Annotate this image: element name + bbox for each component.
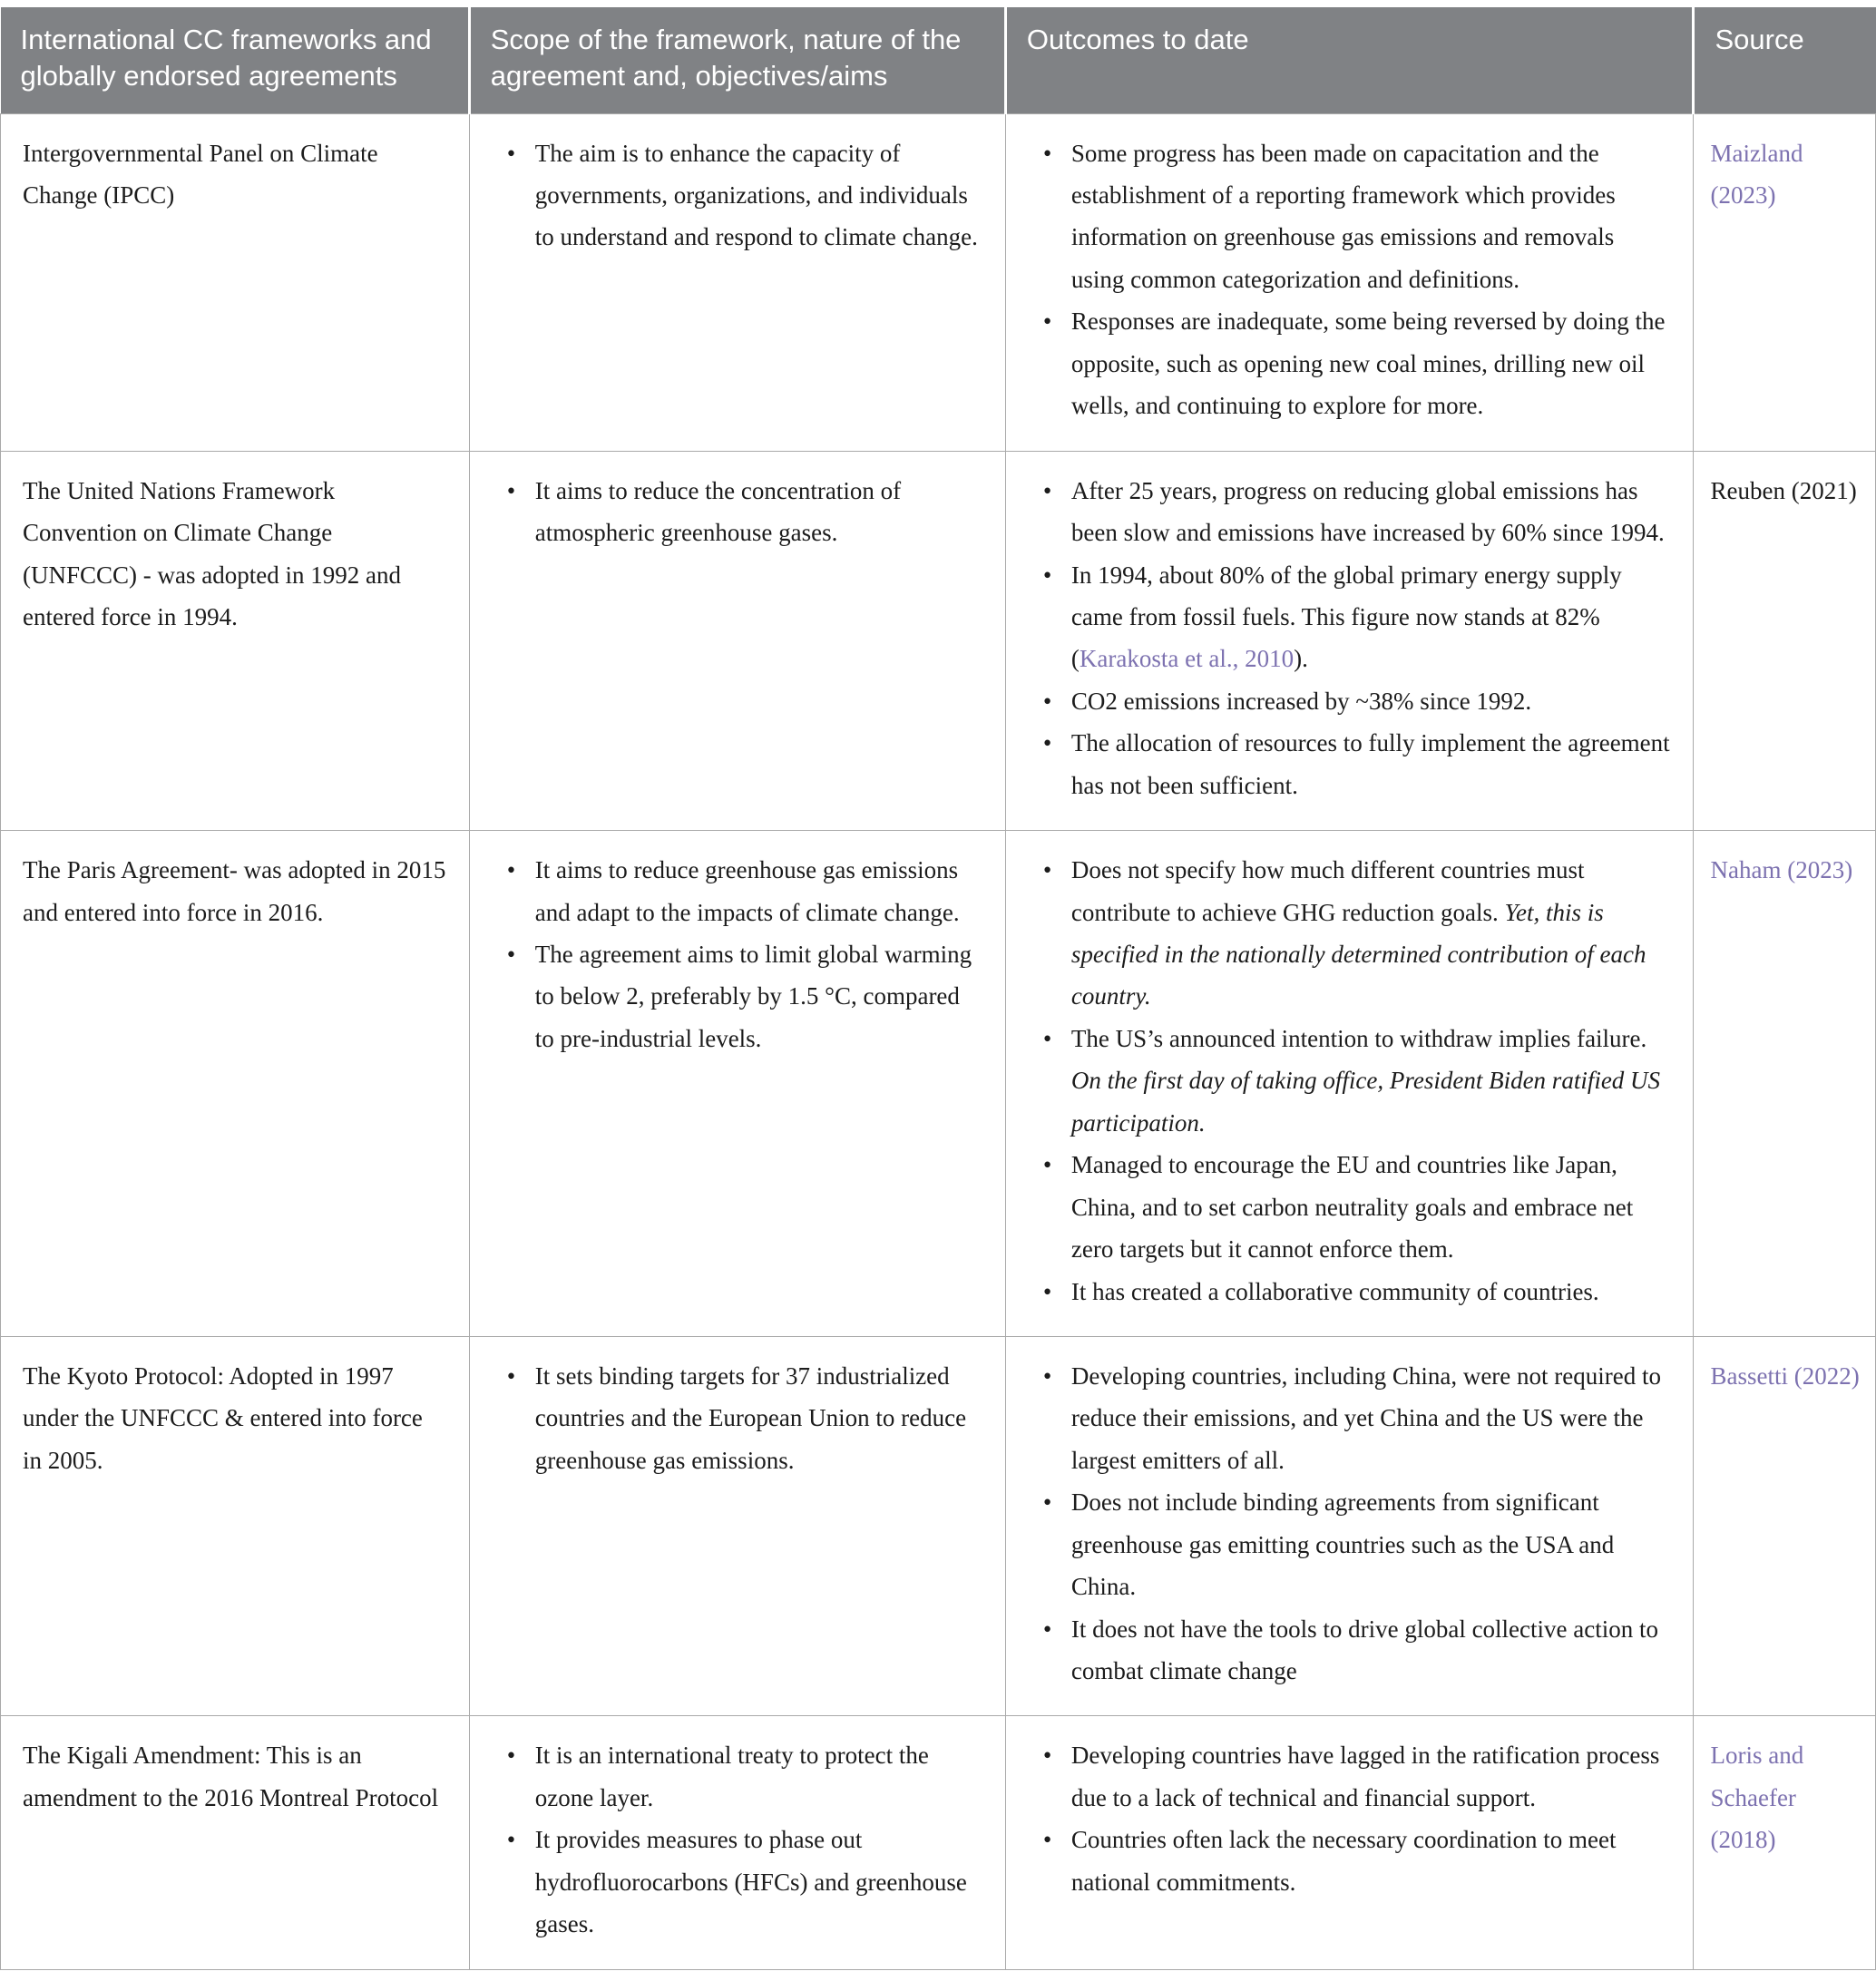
source-link-bassetti[interactable]: Bassetti (2022) <box>1710 1361 1860 1390</box>
outcome-bullet: • Some progress has been made on capacitation and the establishment of a reporting framework which provides information on greenhouse gas emissions and removals using common categorization and definitions. <box>1041 132 1672 301</box>
scope-bullet: • It aims to reduce greenhouse gas emissions and adapt to the impacts of climate change. <box>504 849 983 933</box>
framework-cell: The United Nations Framework Convention on Climate Change (UNFCCC) - was adopted in 1992 and entered force in 1994. <box>1 451 470 831</box>
inline-citation-link-karakosta[interactable]: Karakosta et al., 2010 <box>1079 645 1295 673</box>
outcome-text-italic: Yet, this is specified in the nationally determined contribution of each country. <box>1070 898 1646 1010</box>
header-row <box>1 7 1876 113</box>
col-header-source: Source <box>1694 7 1876 113</box>
framework-cell: Intergovernmental Panel on Climate Change (IPCC) <box>1 113 470 451</box>
scope-bullet: • The agreement aims to limit global warming to below 2, preferably by 1.5 °C, compared to pre-industrial levels. <box>504 933 983 1059</box>
scope-bullet: • It aims to reduce the concentration of atmospheric greenhouse gases. <box>504 470 983 554</box>
outcomes-bullet-list <box>1041 470 1672 807</box>
outcome-bullet: • After 25 years, progress on reducing global emissions has been slow and emissions have increased by 60% since 1994. <box>1041 470 1672 554</box>
source-text-reuben: Reuben (2021) <box>1710 476 1857 504</box>
col-header-frameworks: International CC frameworks and globally endorsed agreements <box>1 7 470 113</box>
scope-bullet: • It is an international treaty to protect the ozone layer. <box>504 1734 983 1819</box>
col-header-scope: Scope of the framework, nature of the agreement and, objectives/aims <box>469 7 1005 113</box>
col-header-outcomes: Outcomes to date <box>1005 7 1694 113</box>
table-row-kyoto-protocol <box>1 1336 1876 1716</box>
source-link-naham[interactable]: Naham (2023) <box>1710 856 1853 884</box>
table-row-unfccc <box>1 451 1876 831</box>
outcomes-cell <box>1005 113 1694 451</box>
source-cell <box>1694 1716 1876 1969</box>
table-row-paris-agreement <box>1 831 1876 1337</box>
outcomes-cell <box>1005 831 1694 1337</box>
scope-bullet-list <box>504 1355 983 1481</box>
scope-bullet-list <box>504 470 983 554</box>
source-cell <box>1694 831 1876 1337</box>
outcomes-cell <box>1005 451 1694 831</box>
scope-bullet-list <box>504 1734 983 1945</box>
outcome-bullet <box>1041 849 1672 1018</box>
outcome-text-italic: On the first day of taking office, President Biden ratified US participation. <box>1070 1067 1661 1137</box>
outcome-text: ). <box>1294 645 1308 673</box>
outcome-bullet: • CO2 emissions increased by ~38% since 1992. <box>1041 680 1672 722</box>
source-cell <box>1694 113 1876 451</box>
source-link-loris-schaefer[interactable]: Loris and Schaefer (2018) <box>1710 1742 1804 1854</box>
outcomes-cell <box>1005 1716 1694 1969</box>
outcome-text: Does not specify how much different countries must contribute to achieve GHG reduction goals. <box>1070 856 1585 926</box>
source-cell <box>1694 451 1876 831</box>
outcome-text: The US’s announced intention to withdraw implies failure. <box>1070 1024 1647 1052</box>
outcomes-bullet-list <box>1041 849 1672 1313</box>
scope-bullet: • The aim is to enhance the capacity of governments, organizations, and individuals to understand and respond to climate change. <box>504 132 983 259</box>
outcome-bullet: • Countries often lack the necessary coordination to meet national commitments. <box>1041 1819 1672 1903</box>
scope-bullet: • It provides measures to phase out hydrofluorocarbons (HFCs) and greenhouse gases. <box>504 1819 983 1945</box>
scope-cell <box>469 451 1005 831</box>
outcome-bullet: • Developing countries have lagged in the ratification process due to a lack of technical and financial support. <box>1041 1734 1672 1819</box>
outcome-bullet: • It does not have the tools to drive global collective action to combat climate change <box>1041 1608 1672 1693</box>
outcome-bullet: • Does not include binding agreements from significant greenhouse gas emitting countries such as the USA and China. <box>1041 1481 1672 1607</box>
scope-bullet: • It sets binding targets for 37 industrialized countries and the European Union to reduce greenhouse gas emissions. <box>504 1355 983 1481</box>
outcome-bullet <box>1041 1018 1672 1144</box>
table-row-kigali-amendment <box>1 1716 1876 1969</box>
scope-cell <box>469 1336 1005 1716</box>
outcome-bullet: • It has created a collaborative community of countries. <box>1041 1271 1672 1313</box>
scope-cell <box>469 113 1005 451</box>
scope-bullet-list <box>504 849 983 1059</box>
scope-cell <box>469 831 1005 1337</box>
scope-cell <box>469 1716 1005 1969</box>
climate-frameworks-table <box>0 7 1876 1970</box>
outcomes-cell <box>1005 1336 1694 1716</box>
source-cell <box>1694 1336 1876 1716</box>
framework-cell: The Paris Agreement- was adopted in 2015 and entered into force in 2016. <box>1 831 470 1337</box>
scope-bullet-list <box>504 132 983 259</box>
outcome-bullet: • Responses are inadequate, some being reversed by doing the opposite, such as opening new coal mines, drilling new oil wells, and continuing to explore for more. <box>1041 300 1672 426</box>
source-link-maizland[interactable]: Maizland (2023) <box>1710 139 1803 210</box>
outcome-bullet: • Developing countries, including China, were not required to reduce their emissions, and yet China and the US were the largest emitters of all. <box>1041 1355 1672 1481</box>
outcomes-bullet-list <box>1041 1734 1672 1903</box>
outcome-text: In 1994, about 80% of the global primary energy supply came from fossil fuels. This figure now stands at 82% ( <box>1070 561 1622 673</box>
outcomes-bullet-list <box>1041 1355 1672 1693</box>
outcome-bullet <box>1041 554 1672 680</box>
table-row-ipcc <box>1 113 1876 451</box>
framework-cell: The Kigali Amendment: This is an amendment to the 2016 Montreal Protocol <box>1 1716 470 1969</box>
outcome-bullet: • Managed to encourage the EU and countries like Japan, China, and to set carbon neutrality goals and embrace net zero targets but it cannot enforce them. <box>1041 1144 1672 1270</box>
outcomes-bullet-list <box>1041 132 1672 427</box>
outcome-bullet: • The allocation of resources to fully implement the agreement has not been sufficient. <box>1041 722 1672 806</box>
framework-cell: The Kyoto Protocol: Adopted in 1997 under the UNFCCC & entered into force in 2005. <box>1 1336 470 1716</box>
